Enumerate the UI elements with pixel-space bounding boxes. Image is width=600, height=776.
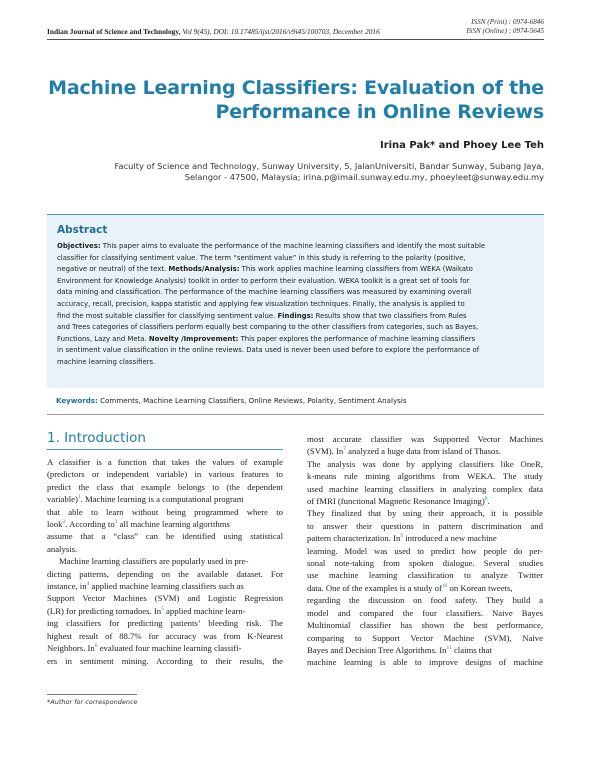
body-text: on Korean tweets, — [447, 582, 513, 593]
body-line: Multinomial classifier has shown the best performance, — [307, 620, 543, 631]
body-text: analyzed a huge data from island of Thasos. — [345, 446, 501, 457]
body-line: learning. Model was used to predict how people do per- — [307, 545, 543, 556]
body-text: (LR) for predicting tornadoes. In — [47, 605, 162, 616]
keywords-divider — [47, 414, 544, 415]
abstract-text-span: negative or neutral) of the text. — [57, 265, 169, 274]
body-line: Support Vector Machines (SVM) and Logistic Regression — [47, 593, 283, 604]
body-column-left — [47, 456, 283, 667]
body-line: predict the class that example belongs to (the dependent — [47, 481, 283, 492]
citation-link[interactable]: 5 — [161, 605, 164, 612]
citation-link[interactable]: 11 — [446, 645, 452, 652]
abstract-line: and Trees categories of classifiers perform equally best comparing to the other classifiers from categories, such as Bayes, — [57, 323, 479, 332]
body-line: k-means rule mining algorithms from WEKA. The study — [307, 471, 543, 482]
citation-link[interactable]: 4 — [86, 581, 90, 588]
citation-link[interactable]: 8 — [484, 496, 488, 503]
keywords-label: Keywords: — [56, 396, 98, 405]
body-line: dicting patterns, depending on the available dataset. For — [47, 568, 283, 579]
abstract-text-span: This paper aims to evaluate the performance of the machine learning classifiers and identify the most suitable — [100, 242, 486, 250]
abstract-line — [57, 241, 534, 253]
body-column-right — [307, 433, 543, 669]
abstract-line: in sentiment value classification in the online reviews. Data used is never been used before to explore the performance of — [57, 346, 480, 355]
section-underline — [47, 449, 283, 450]
paper-title — [47, 76, 544, 124]
header-divider — [47, 39, 544, 40]
body-text: look — [47, 519, 63, 530]
abstract-text-span: find the most suitable classifier for classifying sentiment value. — [57, 311, 278, 320]
body-line: sonal note-taking from spoken dialogue. Several studies — [307, 558, 543, 569]
body-text: . According to — [65, 519, 115, 530]
citation-link[interactable]: 10 — [441, 582, 448, 589]
body-line — [47, 605, 283, 617]
body-line: model and compared the four classifiers. Naive Bayes — [307, 607, 543, 618]
body-line: comparing to Support Vector Machine (SVM), Naive — [307, 632, 543, 643]
abstract-text — [57, 241, 534, 369]
citation-link[interactable]: 9 — [400, 533, 404, 540]
authors: Irina Pak* and Phoey Lee Teh — [379, 140, 544, 151]
body-line: to answer their questions in pattern discrimination and — [307, 520, 543, 531]
body-text: . Machine learning is a computational program — [80, 494, 244, 505]
body-line: highest result of 88.7% for accuracy was from K-Nearest — [47, 630, 283, 641]
body-line: used machine learning classifiers in analyzing complex data — [307, 483, 543, 494]
paper-title-line-2: Performance in Online Reviews — [215, 101, 544, 123]
footnote-divider — [47, 694, 137, 695]
body-line: analysis. — [47, 543, 78, 554]
body-text: . — [487, 496, 490, 507]
body-line: ing classifiers for predicting patients’ bleeding risk. The — [47, 618, 283, 629]
body-line: assume that a “class” can be identified using statistical — [47, 531, 283, 542]
body-text: Bayes and Decision Tree Algorithms. In — [307, 644, 447, 655]
body-line: ers in sentiment mining. According to their results, the — [47, 655, 283, 666]
body-line — [47, 518, 283, 530]
body-text: instance, in — [47, 581, 87, 592]
abstract-box — [47, 214, 544, 388]
issn-online: ISSN (Online) : 0974-5645 — [466, 27, 544, 35]
abstract-text-span: Functions, Lazy and Meta. — [57, 334, 149, 343]
body-text: of fMRI (functional Magnetic Resonance Imaging) — [307, 496, 485, 507]
body-line — [307, 532, 543, 544]
journal-citation — [47, 27, 544, 36]
abstract-text-span: Results show that two classifiers from Rules — [313, 311, 467, 320]
abstract-heading: Abstract — [57, 224, 108, 236]
citation-link[interactable]: 1 — [77, 494, 81, 501]
abstract-label-findings: Findings: — [277, 311, 314, 320]
affiliation-line-2: Selangor - 47500, Malaysia; irina.p@imail.sunway.edu.my, phoeyleet@sunway.edu.my — [184, 172, 544, 183]
body-text: pattern characterization. In — [307, 533, 401, 544]
body-text: claims that — [451, 644, 492, 655]
abstract-label-methods: Methods/Analysis: — [168, 265, 240, 274]
section-heading-introduction: 1. Introduction — [47, 430, 146, 446]
abstract-line: accuracy, recall, precision, kappa statistic and applying few visualization techniques. Finally, the analysis is applied to — [57, 299, 465, 308]
citation-link[interactable]: 2 — [62, 519, 66, 526]
body-line — [307, 495, 543, 507]
body-text: data. One of the examples is a study of — [307, 582, 442, 593]
body-line — [47, 642, 283, 654]
abstract-label-objectives: Objectives: — [57, 242, 101, 250]
citation-link[interactable]: 3 — [114, 519, 118, 526]
issn-print: ISSN (Print) : 0974-6846 — [471, 18, 544, 26]
body-text: variable) — [47, 494, 78, 505]
abstract-line: classifier for classifying sentiment value. The term “sentiment value” in this study is referring to the polarity (positive, — [57, 253, 466, 262]
journal-name: Indian Journal of Science and Technology, — [47, 27, 181, 36]
abstract-text-span: This paper explores the performance of machine learning classifiers — [238, 334, 476, 343]
body-line: A classifier is a function that takes the values of example — [47, 457, 283, 467]
body-line: Machine learning classifiers are popularly used in pre- — [59, 556, 249, 567]
citation-link[interactable]: 7 — [343, 446, 346, 453]
abstract-line — [57, 334, 534, 346]
body-text: all machine learning algorithms — [117, 519, 230, 530]
body-text: applied machine learning classifiers such as — [89, 581, 244, 592]
abstract-line: machine learning classifiers. — [57, 357, 156, 366]
body-line: (predictors or independent variable) in various features to — [47, 469, 283, 480]
body-text: evaluated four machine learning classifi- — [97, 643, 242, 654]
citation-link[interactable]: 6 — [94, 643, 98, 650]
body-line — [307, 582, 543, 594]
body-line: that able to learn without being programmed where to — [47, 506, 283, 517]
body-line: regarding the discussion on food safety. They build a — [307, 595, 543, 606]
paper-title-line-1: Machine Learning Classifiers: Evaluation of the — [48, 77, 544, 99]
abstract-line — [57, 264, 534, 276]
abstract-line: Environment for Knowledge Analysis) toolkit in order to perform their evaluation. WEKA toolkit is a great set of tools for — [57, 276, 470, 285]
body-line: most accurate classifier was Supported Vector Machines — [307, 434, 543, 444]
abstract-text-span: This work applies machine learning classifiers from WEKA (Waikato — [239, 265, 473, 274]
keywords — [56, 396, 407, 405]
body-line — [307, 644, 543, 656]
body-line — [47, 580, 283, 592]
body-line — [47, 493, 283, 505]
affiliation — [100, 161, 544, 184]
footnote: *Author for correspondence — [47, 698, 138, 706]
abstract-label-novelty: Novelty /Improvement: — [148, 334, 239, 343]
abstract-line — [57, 311, 534, 323]
body-text: Neighbors. In — [47, 643, 95, 654]
body-line: machine learning is able to improve designs of machine — [307, 657, 543, 668]
body-text: introduced a new machine — [403, 533, 497, 544]
body-line: The analysis was done by applying classifiers like OneR, — [307, 458, 543, 469]
body-text: applied machine learn- — [163, 605, 246, 616]
body-line: They finalized that by using their approach, it is possible — [307, 508, 543, 519]
body-text: (SVM). In — [307, 446, 344, 457]
journal-details: Vol 9(45), DOI: 10.17485/ijst/2016/v9i45/100703, December 2016 — [182, 27, 380, 36]
body-line: use machine learning classification to analyze Twitter — [307, 570, 543, 581]
abstract-line: data mining and classification. The performance of the machine learning classifiers was measured by examining overall — [57, 288, 472, 297]
keywords-text: Comments, Machine Learning Classifiers, Online Reviews, Polarity, Sentiment Analysis — [97, 396, 407, 405]
body-line — [307, 445, 543, 457]
affiliation-line-1: Faculty of Science and Technology, Sunway University, 5, JalanUniversiti, Bandar Sunway, Subang Jaya, — [114, 161, 544, 171]
